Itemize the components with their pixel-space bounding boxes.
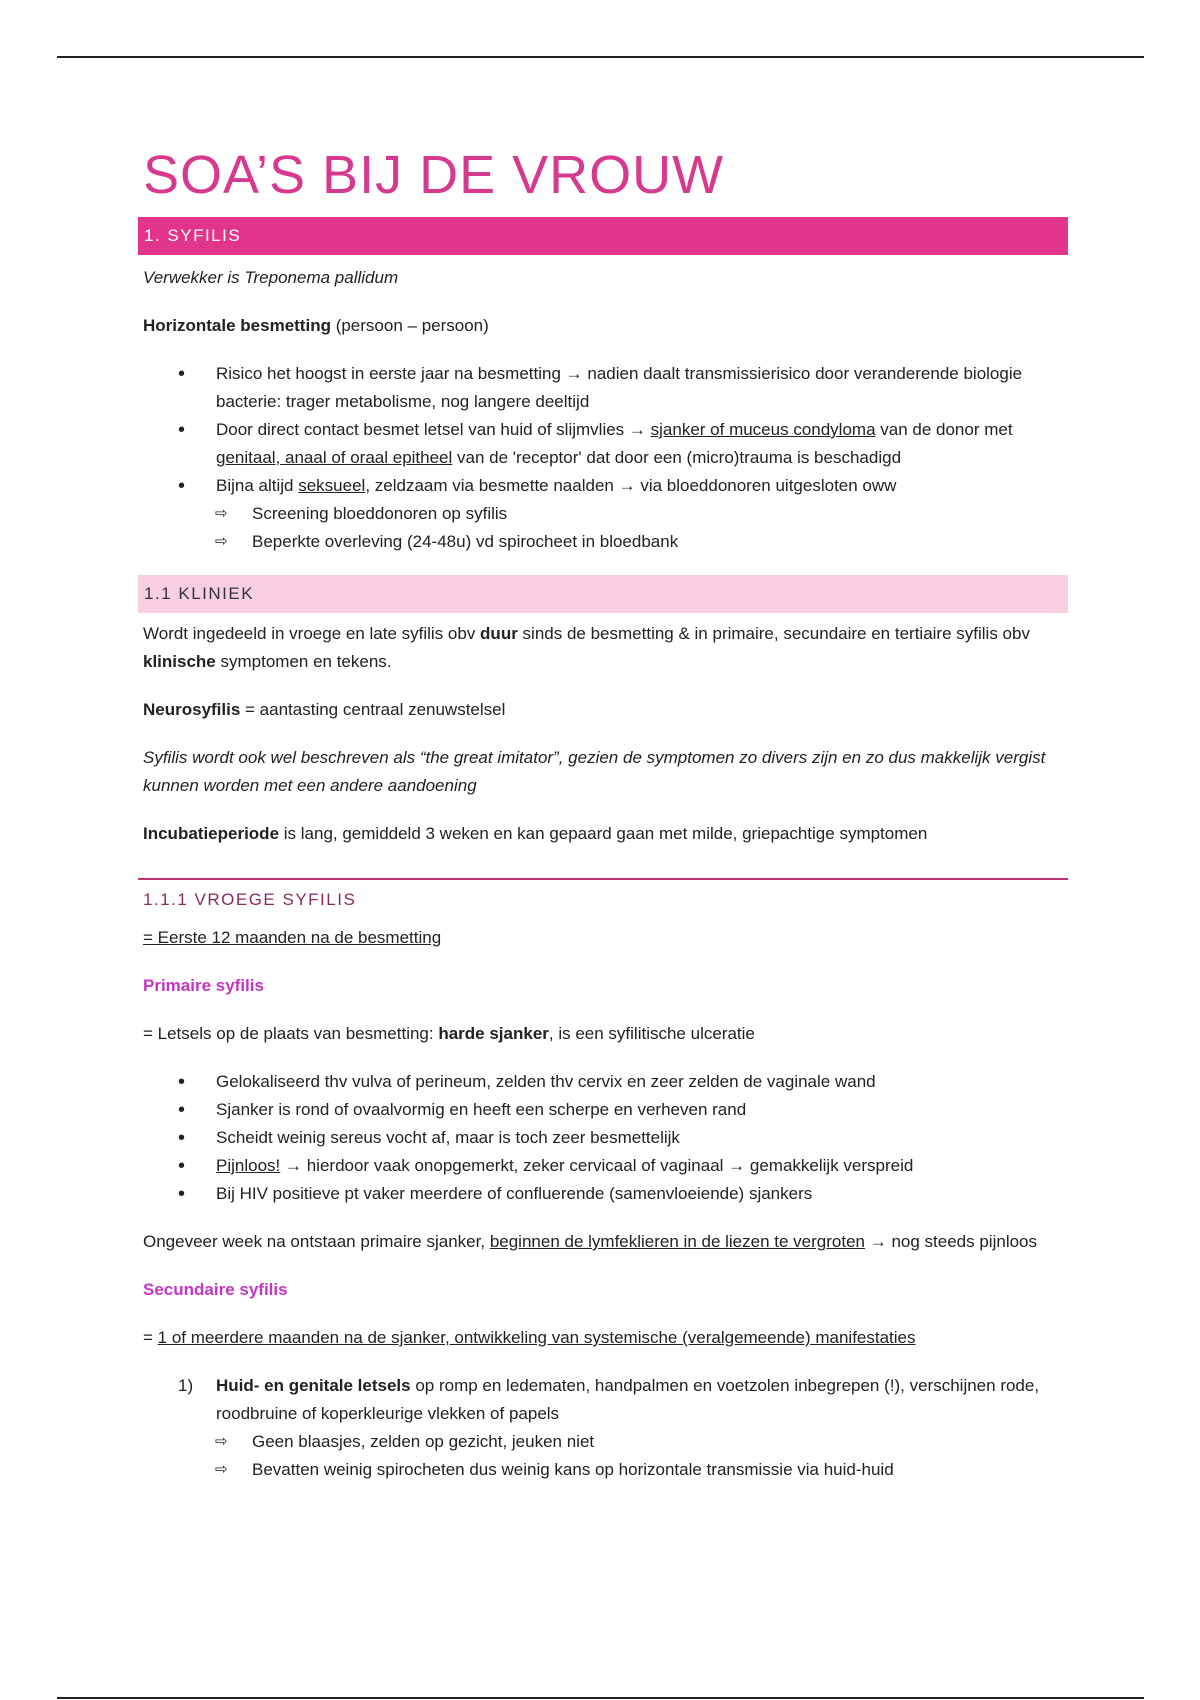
incubation-paragraph: Incubatieperiode is lang, gemiddeld 3 weken en kan gepaard gaan met milde, griepachtige symptomen [143, 824, 928, 843]
lymph-node-paragraph: Ongeveer week na ontstaan primaire sjanker, beginnen de lymfeklieren in de liezen te vergroten → nog steeds pijnloos [143, 1232, 1038, 1251]
arrow-right-icon: → [565, 364, 583, 383]
subheading-secundaire-syfilis: Secundaire syfilis [143, 1280, 288, 1299]
sub-list-item: ⇨ Geen blaasjes, zelden op gezicht, jeuken niet [138, 1428, 1068, 1456]
transmission-bullet-list [138, 360, 1068, 500]
document-body [138, 138, 1068, 1484]
arrow-right-icon: → [628, 420, 646, 439]
classification-paragraph: Wordt ingedeeld in vroege en late syfilis obv duur sinds de besmetting & in primaire, secundaire en tertiaire syfilis obv klinische symptomen en tekens. [143, 624, 1030, 671]
secondary-definition: = 1 of meerdere maanden na de sjanker, ontwikkeling van systemische (veralgemeende) manifestaties [143, 1328, 916, 1347]
list-item: 1) Huid- en genitale letsels op romp en ledematen, handpalmen en voetzolen inbegrepen (!), verschijnen rode, roodbruine of koperkleurige vlekken of papels [178, 1376, 1040, 1423]
horizontal-transmission-line: Horizontale besmetting (persoon – persoon) [143, 316, 489, 335]
list-item: • Pijnloos! → hierdoor vaak onopgemerkt, zeker cervicaal of vaginaal → gemakkelijk verspreid [138, 1152, 1068, 1180]
sub-list-item: ⇨ Screening bloeddonoren op syfilis [138, 500, 1068, 528]
double-arrow-icon: ⇨ [215, 1433, 228, 1450]
neurosyphilis-line: Neurosyfilis = aantasting centraal zenuwstelsel [143, 700, 506, 719]
primary-definition: = Letsels op de plaats van besmetting: harde sjanker, is een syfilitische ulceratie [143, 1024, 755, 1043]
document-title: SOA’S BIJ DE VROUW [143, 145, 725, 205]
double-arrow-icon: ⇨ [215, 533, 228, 550]
double-arrow-icon: ⇨ [215, 1461, 228, 1478]
arrow-right-icon: → [618, 476, 636, 495]
page-top-rule [57, 56, 1144, 58]
secondary-numbered-list [138, 1372, 1068, 1428]
double-arrow-icon: ⇨ [215, 505, 228, 522]
list-item: • Bijna altijd seksueel, zeldzaam via besmette naalden → via bloeddonoren uitgesloten oww [138, 472, 1068, 500]
sub-list-item: ⇨ Beperkte overleving (24-48u) vd spirocheet in bloedbank [138, 528, 1068, 556]
section-heading-kliniek: 1.1 KLINIEK [138, 575, 1068, 613]
primary-bullet-list [138, 1068, 1068, 1208]
early-syphilis-definition: = Eerste 12 maanden na de besmetting [143, 928, 442, 947]
list-item: • Door direct contact besmet letsel van huid of slijmvlies → sjanker of muceus condyloma van de donor met genitaal, anaal of oraal epitheel van de 'receptor' dat door een (micro)trauma is beschadigd [138, 416, 1068, 472]
great-imitator-paragraph: Syfilis wordt ook wel beschreven als “the great imitator”, gezien de symptomen zo divers zijn en zo dus makkelijk vergist kunnen worden met een andere aandoening [143, 748, 1046, 795]
arrow-right-icon: → [285, 1156, 302, 1175]
list-item: • Sjanker is rond of ovaalvormig en heeft een scherpe en verheven rand [138, 1096, 1068, 1124]
section-heading-vroege-syfilis: 1.1.1 VROEGE SYFILIS [138, 878, 1068, 914]
page-bottom-rule [57, 1697, 1144, 1699]
subheading-primaire-syfilis: Primaire syfilis [143, 976, 264, 995]
arrow-right-icon: → [728, 1156, 746, 1175]
section-heading-syfilis: 1. SYFILIS [138, 217, 1068, 255]
list-item: • Scheidt weinig sereus vocht af, maar is toch zeer besmettelijk [138, 1124, 1068, 1152]
arrow-right-icon: → [869, 1232, 887, 1251]
sub-list-item: ⇨ Bevatten weinig spirocheten dus weinig kans op horizontale transmissie via huid-huid [138, 1456, 1068, 1484]
pathogen-line: Verwekker is Treponema pallidum [143, 268, 399, 287]
list-item: • Gelokaliseerd thv vulva of perineum, zelden thv cervix en zeer zelden de vaginale wand [138, 1068, 1068, 1096]
list-item: • Bij HIV positieve pt vaker meerdere of confluerende (samenvloeiende) sjankers [138, 1180, 1068, 1208]
list-item: • Risico het hoogst in eerste jaar na besmetting → nadien daalt transmissierisico door veranderende biologie bacterie: trager metabolisme, nog langere deeltijd [138, 360, 1068, 416]
